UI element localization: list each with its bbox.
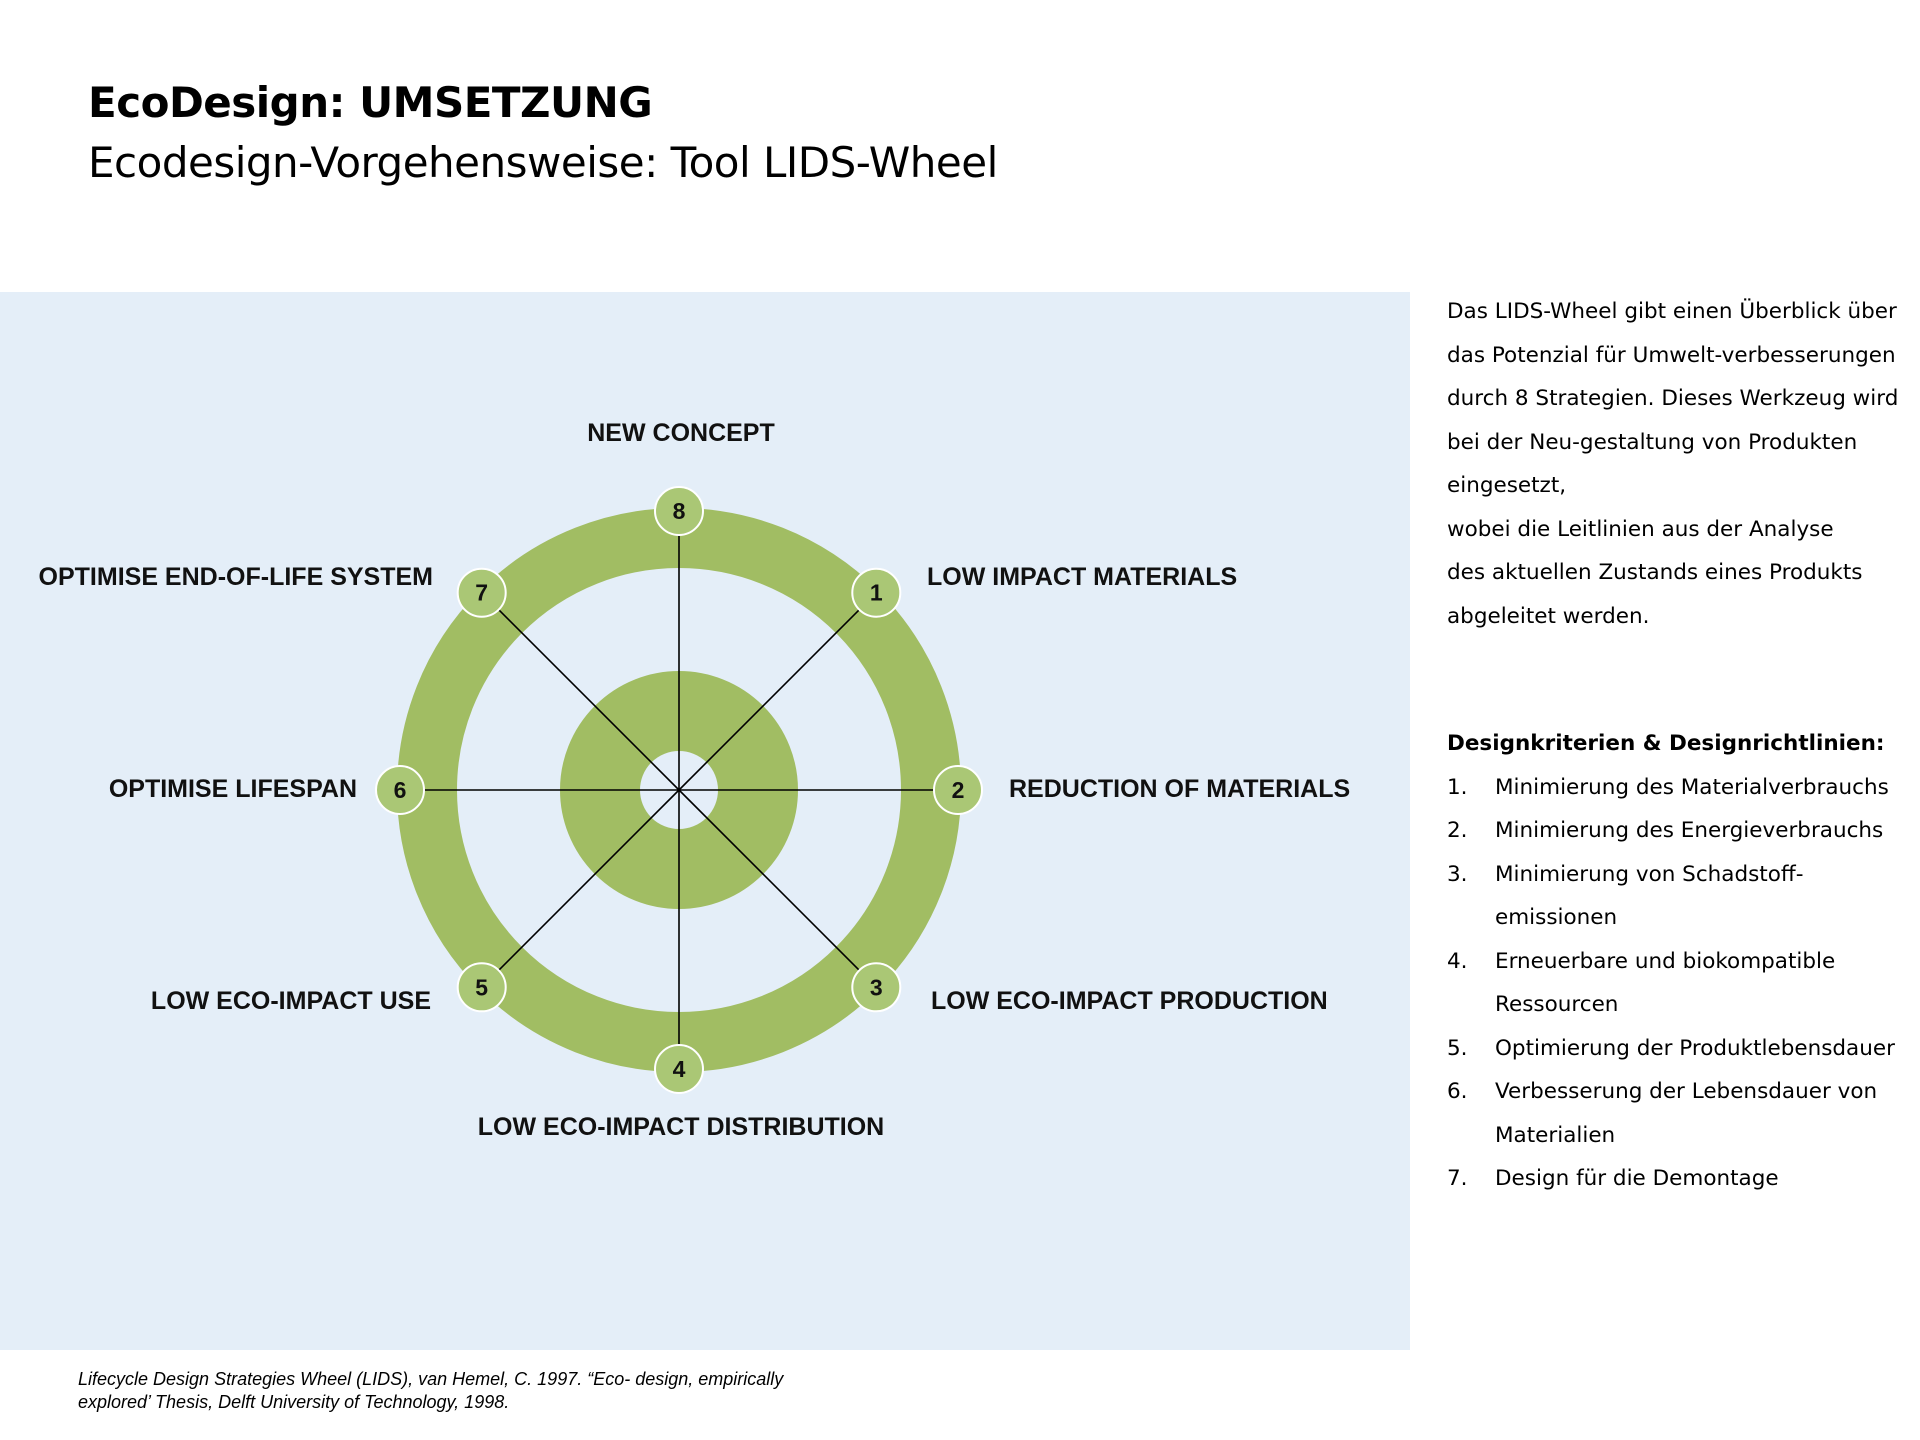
criteria-number: 4. xyxy=(1447,948,1468,974)
citation-line: Lifecycle Design Strategies Wheel (LIDS), van Hemel, C. 1997. “Eco- design, empirically xyxy=(78,1369,784,1389)
criteria-text: Minimierung von Schadstoff-emissionen xyxy=(1495,861,1804,930)
strategy-number: 1 xyxy=(869,579,883,606)
strategy-number: 4 xyxy=(672,1056,686,1082)
criteria-list xyxy=(1447,766,1912,1201)
strategy-node-1 xyxy=(852,569,900,617)
criteria-number: 2. xyxy=(1447,818,1468,843)
criteria-item xyxy=(1447,1070,1912,1157)
strategy-node-8 xyxy=(655,487,703,535)
lids-wheel-panel xyxy=(0,292,1410,1350)
strategy-node-7 xyxy=(458,569,506,617)
criteria-number: 7. xyxy=(1447,1166,1468,1191)
criteria-text: Verbesserung der Lebensdauer von Materialien xyxy=(1495,1079,1878,1148)
strategy-label-5: LOW ECO-IMPACT USE xyxy=(150,987,431,1015)
intro-line: bei der Neu-gestaltung von Produkten xyxy=(1447,429,1858,455)
intro-line: durch 8 Strategien. Dieses Werkzeug wird xyxy=(1447,386,1899,411)
strategy-number: 7 xyxy=(475,579,489,606)
strategy-number: 3 xyxy=(869,974,883,1001)
strategy-number: 8 xyxy=(672,498,686,524)
sidebar-text xyxy=(1447,290,1912,1201)
criteria-number: 3. xyxy=(1447,861,1468,887)
criteria-item xyxy=(1447,1157,1912,1201)
intro-line: eingesetzt, xyxy=(1447,473,1567,498)
criteria-item xyxy=(1447,853,1912,940)
strategy-label-3: LOW ECO-IMPACT PRODUCTION xyxy=(931,987,1328,1015)
intro-line: des aktuellen Zustands eines Produkts xyxy=(1447,560,1863,585)
intro-line: abgeleitet werden. xyxy=(1447,603,1650,629)
strategy-node-5 xyxy=(458,963,506,1011)
strategy-label-7: OPTIMISE END-OF-LIFE SYSTEM xyxy=(38,563,433,591)
strategy-label-1: LOW IMPACT MATERIALS xyxy=(927,563,1238,591)
criteria-number: 5. xyxy=(1447,1035,1468,1061)
strategy-node-4 xyxy=(655,1045,703,1093)
criteria-text: Minimierung des Energieverbrauchs xyxy=(1495,818,1884,843)
criteria-item xyxy=(1447,940,1912,1027)
criteria-text: Minimierung des Materialverbrauchs xyxy=(1495,774,1889,800)
criteria-text: Design für die Demontage xyxy=(1495,1166,1779,1191)
citation-line: explored’ Thesis, Delft University of Technology, 1998. xyxy=(78,1392,510,1412)
strategy-number: 2 xyxy=(951,777,965,803)
source-citation xyxy=(78,1368,938,1414)
criteria-item xyxy=(1447,1027,1912,1071)
strategy-node-6 xyxy=(376,766,424,814)
intro-paragraph xyxy=(1447,290,1912,638)
page-subtitle: Ecodesign-Vorgehensweise: Tool LIDS-Wheel xyxy=(88,138,998,187)
criteria-heading: Designkriterien & Designrichtlinien: xyxy=(1447,731,1885,756)
criteria-text: Erneuerbare und biokompatible Ressourcen xyxy=(1495,948,1836,1017)
intro-line: wobei die Leitlinien aus der Analyse xyxy=(1447,516,1834,542)
lids-wheel-diagram xyxy=(0,292,1410,1350)
strategy-number: 6 xyxy=(393,777,407,803)
strategy-node-2 xyxy=(934,766,982,814)
strategy-number: 5 xyxy=(475,974,489,1001)
strategy-node-3 xyxy=(852,963,900,1011)
criteria-number: 1. xyxy=(1447,774,1468,800)
strategy-label-8: NEW CONCEPT xyxy=(587,419,775,447)
strategy-label-2: REDUCTION OF MATERIALS xyxy=(1009,775,1351,803)
criteria-item xyxy=(1447,809,1912,853)
criteria-text: Optimierung der Produktlebensdauer xyxy=(1495,1035,1895,1061)
strategy-label-4: LOW ECO-IMPACT DISTRIBUTION xyxy=(477,1113,885,1141)
criteria-item xyxy=(1447,766,1912,810)
strategy-label-6: OPTIMISE LIFESPAN xyxy=(108,775,357,803)
page-title: EcoDesign: UMSETZUNG xyxy=(88,78,653,127)
intro-line: das Potenzial für Umwelt-verbesserungen xyxy=(1447,342,1896,368)
intro-line: Das LIDS-Wheel gibt einen Überblick über xyxy=(1447,299,1897,324)
criteria-number: 6. xyxy=(1447,1079,1468,1104)
